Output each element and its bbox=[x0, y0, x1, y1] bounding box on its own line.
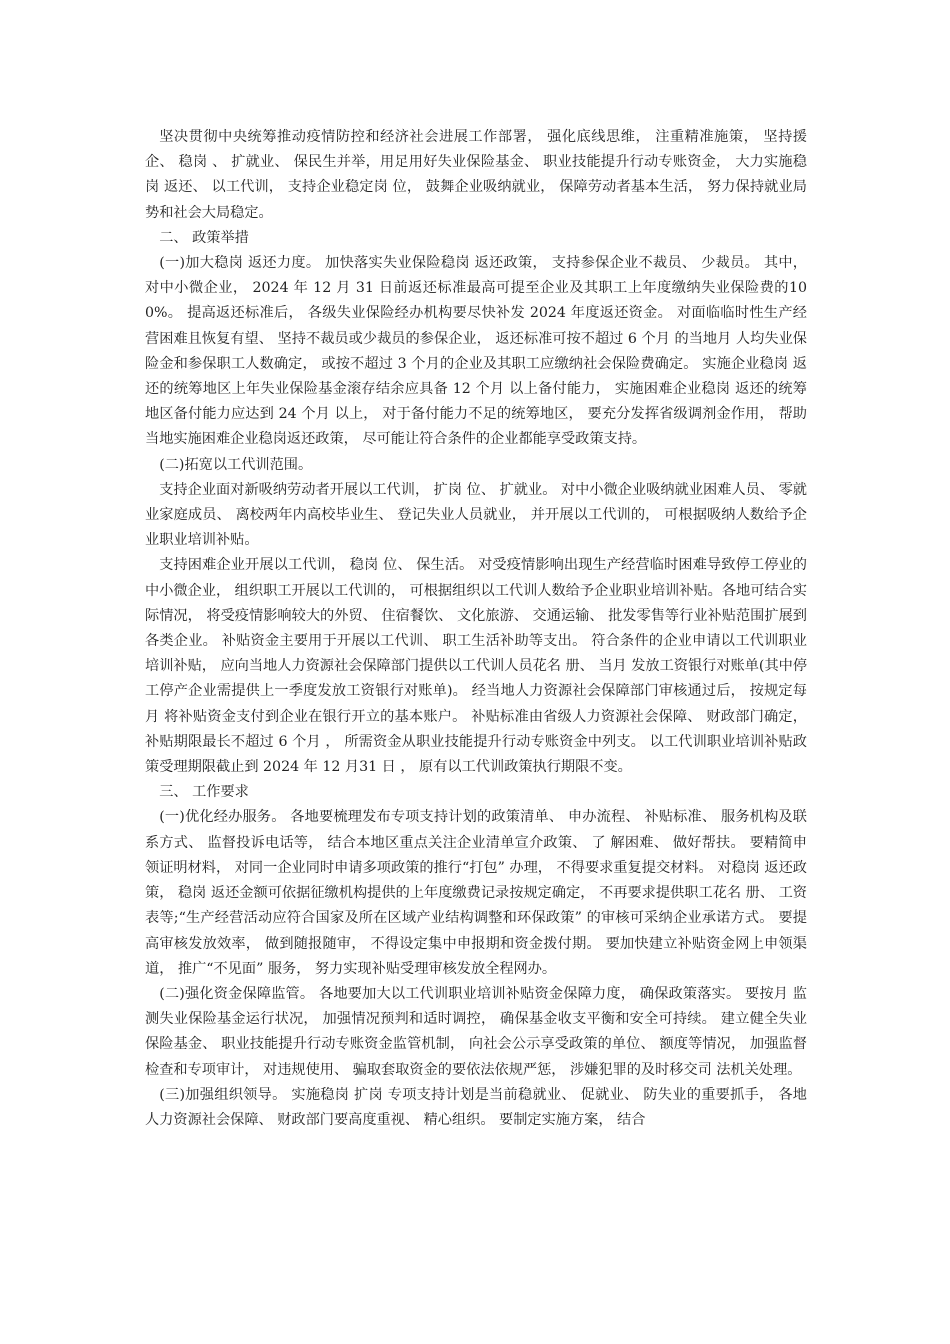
policy-paragraph-1: (一)加大稳岗 返还力度。 加快落实失业保险稳岗 返还政策， 支持参保企业不裁员、 少裁员。 其中， 对中小微企业， 2024 年 12 月 31 日前返还标准最高可提至企业及其职工上年度缴纳失业保险费的100%。 提高返还标准后， 各级失业保险经办机构要尽快补发 2024 年度返还资金。 对面临临时性生产经营困难且恢复有望、 坚持不裁员或少裁员的参保企业， 返还标准可按不超过 6 个月 的当地月 人均失业保险金和参保职工人数确定， 或按不超过 3 个月的企业及其职工应缴纳社会保险费确定。 实施企业稳岗 返还的统筹地区上年失业保险基金滚存结余应具备 12 个月 以上备付能力， 实施困难企业稳岗 返还的统筹地区备付能力应达到 24 个月 以上， 对于备付能力不足的统筹地区， 要充分发挥省级调剂金作用， 帮助当地实施困难企业稳岗返还政策， 尽可能让符合条件的企业都能享受政策支持。 bbox=[145, 255, 807, 448]
policy-paragraph-4: 支持困难企业开展以工代训， 稳岗 位、 保生活。 对受疫情影响出现生产经营临时困难导致停工停业的中小微企业， 组织职工开展以工代训的， 可根据组织以工代训人数给予企业职业培训补贴。各地可结合实际情况， 将受疫情影响较大的外贸、 住宿餐饮、 文化旅游、 交通运输、 批发零售等行业补贴范围扩展到各类企业。 补贴资金主要用于开展以工代训、 职工生活补助等支出。 符合条件的企业申请以工代训职业培训补贴， 应向当地人力资源社会保障部门提供以工代训人员花名 册、 当月 发放工资银行对账单(其中停工停产企业需提供上一季度发放工资银行对账单)。 经当地人力资源社会保障部门审核通过后， 按规定每月 将补贴资金支付到企业在银行开立的基本账户。 补贴标准由省级人力资源社会保障、 财政部门确定， 补贴期限最长不超过 6 个月 ， 所需资金从职业技能提升行动专账资金中列支。 以工代训职业培训补贴政策受理期限截止到 2024 年 12 月31 日 ， 原有以工代训政策执行期限不变。 bbox=[145, 557, 808, 776]
requirement-paragraph-2: (二)强化资金保障监管。 各地要加大以工代训职业培训补贴资金保障力度， 确保政策落实。 要按月 监测失业保险基金运行状况， 加强情况预判和适时调控， 确保基金收支平衡和安全可持续。 建立健全失业保险基金、 职业技能提升行动专账资金监管机制， 向社会公示享受政策的单位、 额度等情况， 加强监督检查和专项审计， 对违规使用、 骗取套取资金的要依法依规严惩， 涉嫌犯罪的及时移交司 法机关处理。 bbox=[145, 985, 807, 1078]
document-page bbox=[145, 125, 807, 1133]
requirement-paragraph-1: (一)优化经办服务。 各地要梳理发布专项支持计划的政策清单、 申办流程、 补贴标准、 服务机构及联系方式、 监督投诉电话等， 结合本地区重点关注企业清单宣介政策、 了 解困难、 做好帮扶。 要精简申领证明材料， 对同一企业同时申请多项政策的推行“打包” 办理， 不得要求重复提交材料。 对稳岗 返还政策， 稳岗 返还金额可依据征缴机构提供的上年度缴费记录按规定确定， 不再要求提供职工花名 册、 工资表等;“生产经营活动应符合国家及所在区域产业结构调整和环保政策” 的审核可采纳企业承诺方式。 要提高审核发放效率， 做到随报随审， 不得设定集中申报期和资金拨付期。 要加快建立补贴资金网上申领渠道， 推广“不见面” 服务， 努力实现补贴受理审核发放全程网办。 bbox=[145, 809, 807, 977]
requirement-paragraph-3: (三)加强组织领导。 实施稳岗 扩岗 专项支持计划是当前稳就业、 促就业、 防失业的重要抓手， 各地人力资源社会保障、 财政部门要高度重视、 精心组织。 要制定实施方案， 结合 bbox=[145, 1086, 807, 1128]
policy-paragraph-3: 支持企业面对新吸纳劳动者开展以工代训， 扩岗 位、 扩就业。 对中小微企业吸纳就业困难人员、 零就业家庭成员、 离校两年内高校毕业生、 登记失业人员就业， 并开展以工代训的， 可根据吸纳人数给予企业职业培训补贴。 bbox=[145, 481, 807, 549]
policy-paragraph-2: (二)拓宽以工代训范围。 bbox=[159, 456, 313, 473]
section-heading-work-requirements: 三、 工作要求 bbox=[159, 784, 249, 801]
intro-paragraph: 坚决贯彻中央统筹推动疫情防控和经济社会进展工作部署， 强化底线思维， 注重精准施策， 坚持援企、 稳岗 、 扩就业、 保民生并举，用足用好失业保险基金、 职业技能提升行动专账资金， 大力实施稳岗 返还、 以工代训， 支持企业稳定岗 位， 鼓舞企业吸纳就业， 保障劳动者基本生活， 努力保持就业局势和社会大局稳定。 bbox=[145, 129, 807, 221]
section-heading-policy-measures: 二、 政策举措 bbox=[159, 229, 249, 246]
